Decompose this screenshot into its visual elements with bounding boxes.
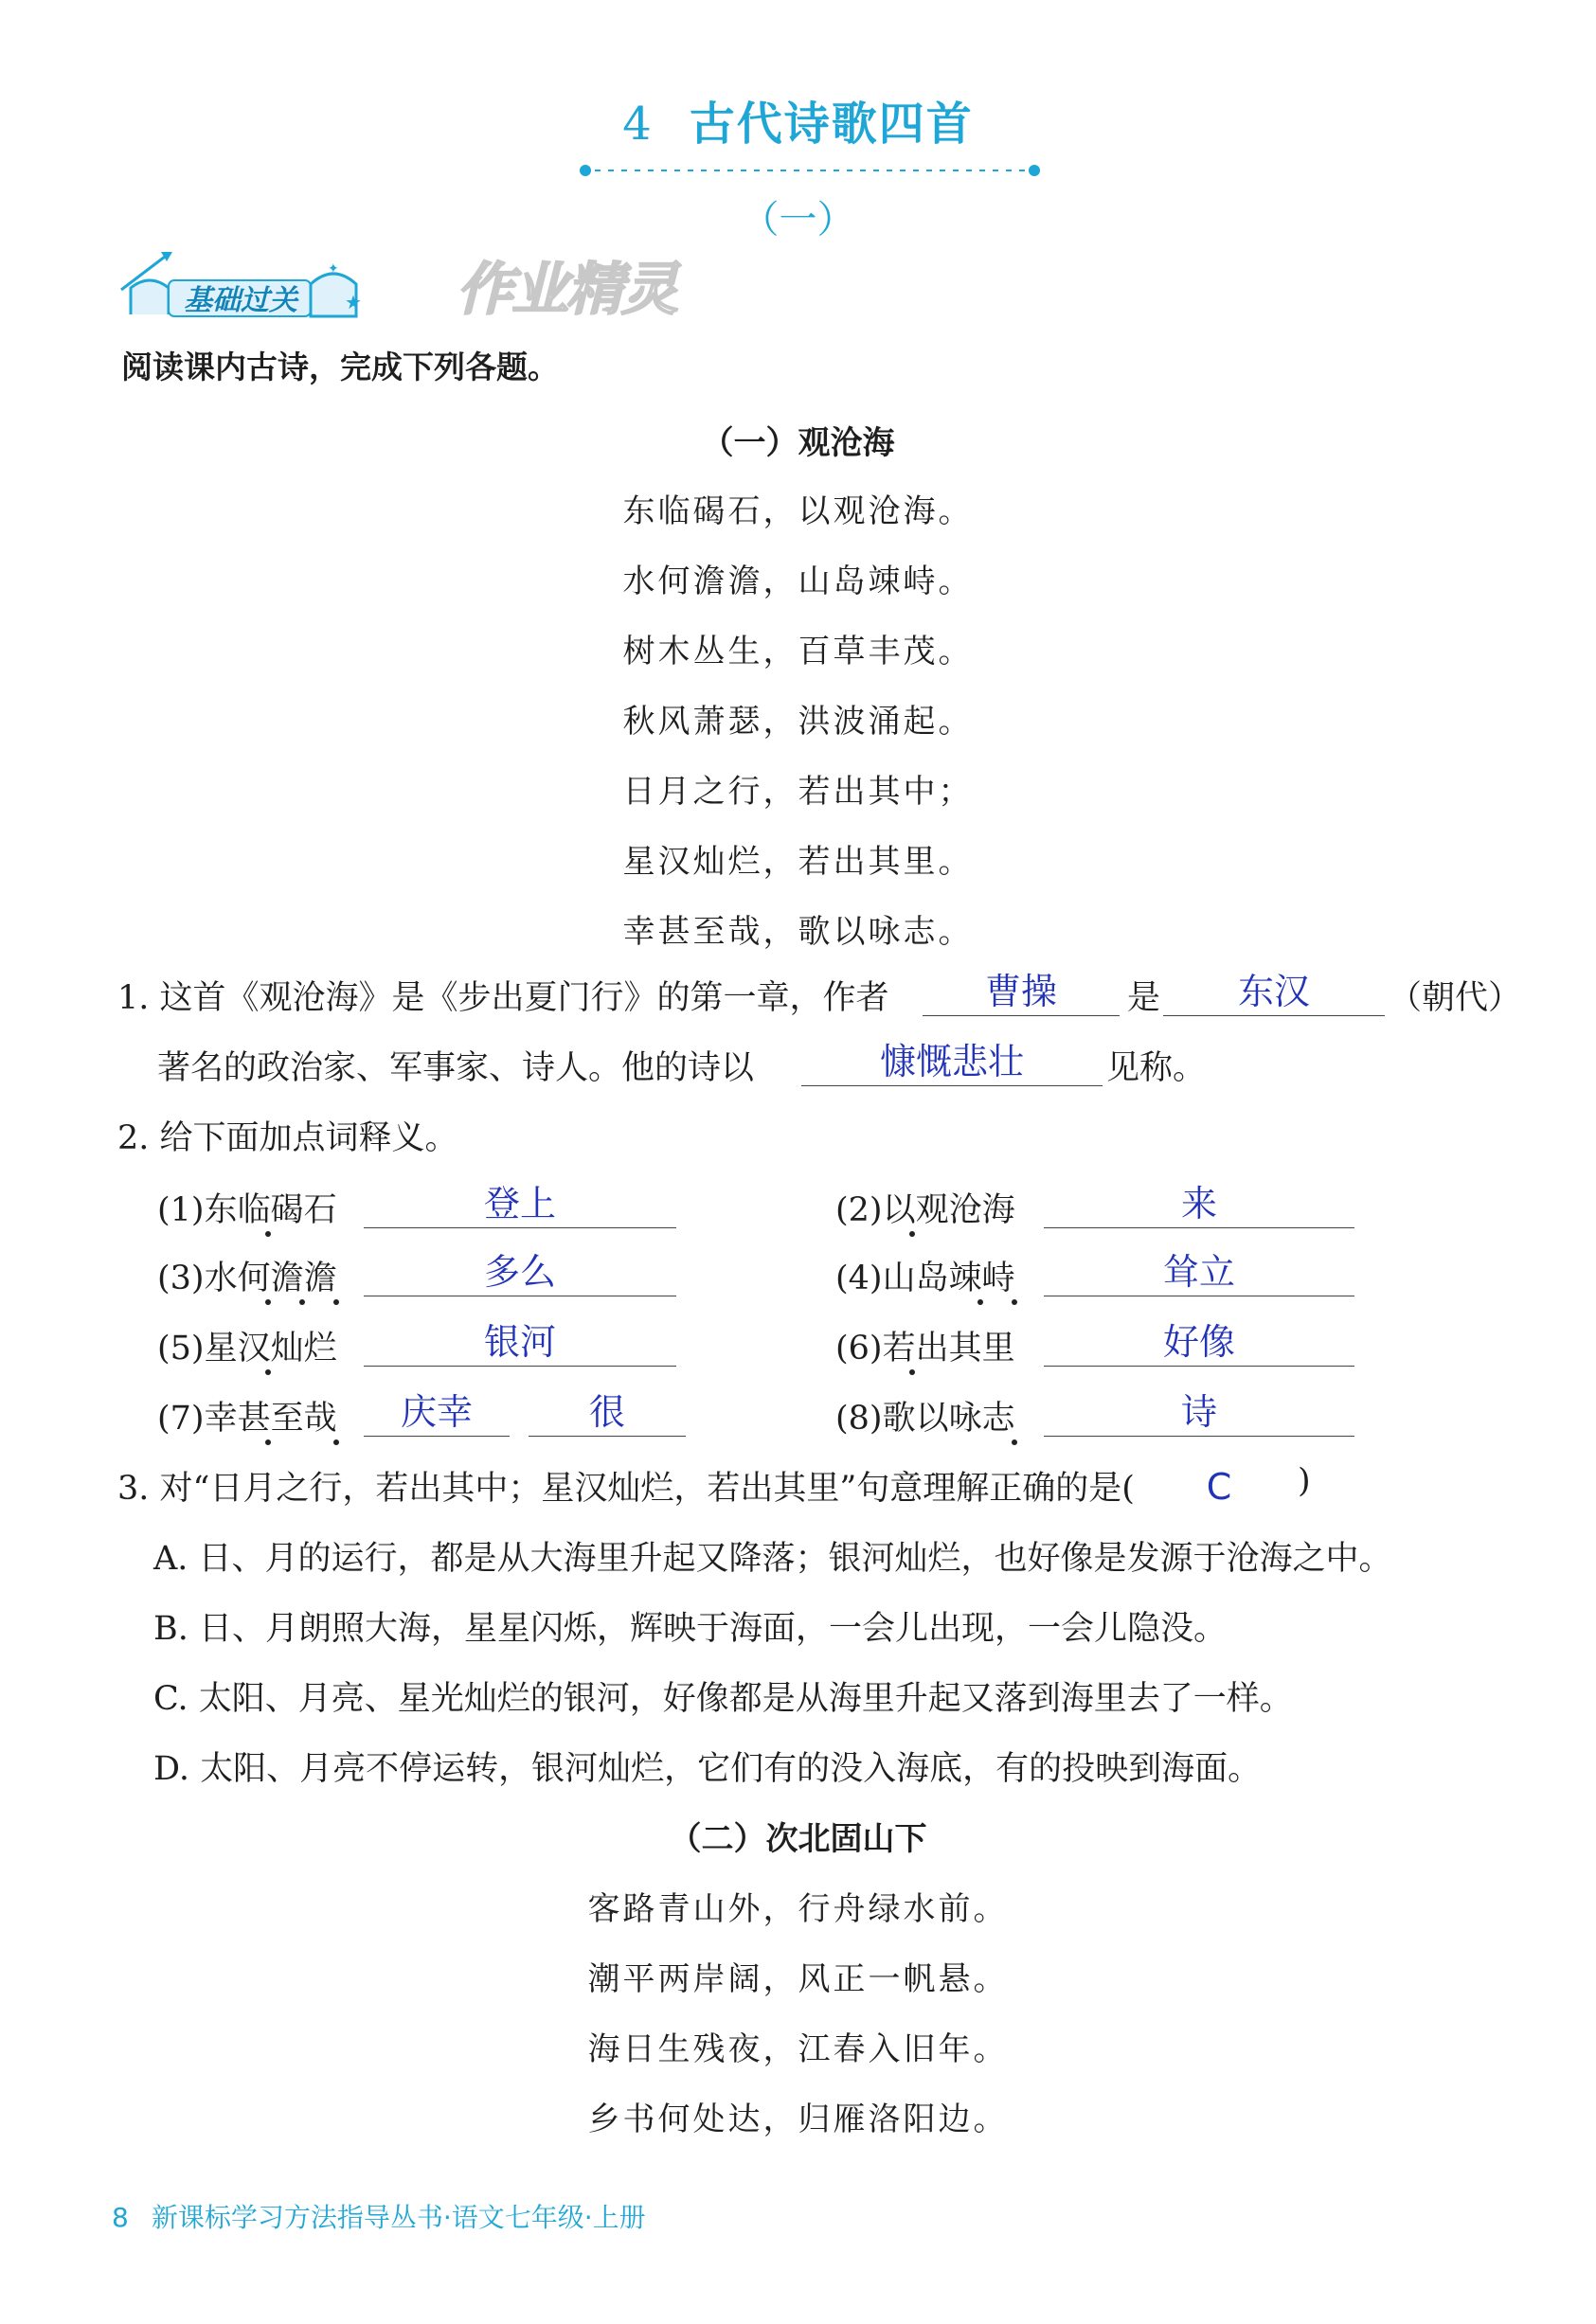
emphasis-dot xyxy=(265,1231,271,1237)
watermark xyxy=(457,244,695,326)
q2-item-answer: 好像 xyxy=(1162,1321,1235,1363)
poem1-line: 东临碣石，以观沧海。 xyxy=(622,492,974,530)
section-badge xyxy=(112,244,377,320)
poem1-title: （一）观沧海 xyxy=(701,424,895,462)
q2-item-label: (6)若出其里 xyxy=(835,1330,1015,1368)
poem1-line: 水何澹澹，山岛竦峙。 xyxy=(622,563,974,600)
q1-dynasty-answer: 东汉 xyxy=(1237,971,1310,1012)
title-dotted-rule xyxy=(580,161,1040,180)
q2-item-blank xyxy=(364,1227,676,1228)
page-number: 8 xyxy=(112,2202,129,2233)
poem2-line: 潮平两岸阔，风正一帆悬。 xyxy=(587,1960,1009,1998)
q2-item-answer: 来 xyxy=(1180,1183,1217,1225)
q2-item-label: (1)东临碣石 xyxy=(157,1191,337,1229)
poem1-line: 幸甚至哉，歌以咏志。 xyxy=(622,913,974,951)
svg-text:✦: ✦ xyxy=(328,261,339,277)
q2-item-blank xyxy=(1044,1366,1354,1367)
q3-option-c: C. 太阳、月亮、星光灿烂的银河，好像都是从海里升起又落到海里去了一样。 xyxy=(153,1680,1293,1718)
poem1-line: 星汉灿烂，若出其里。 xyxy=(622,843,974,881)
q1-dynasty-blank xyxy=(1163,1015,1385,1016)
q2-item-answer-2: 很 xyxy=(588,1391,625,1433)
badge-text: 基础过关 xyxy=(184,284,297,317)
q1-text-part2: 是 xyxy=(1127,979,1161,1017)
q2-item-answer: 诗 xyxy=(1180,1391,1217,1433)
q2-item-answer: 登上 xyxy=(483,1183,556,1225)
q2-item-answer: 多么 xyxy=(483,1251,556,1293)
q1-style-blank xyxy=(801,1085,1103,1086)
page-footer xyxy=(112,2197,646,2235)
instruction: 阅读课内古诗，完成下列各题。 xyxy=(121,349,559,385)
poem1-line: 树木丛生，百草丰茂。 xyxy=(622,633,974,670)
q1-style-answer: 慷慨悲壮 xyxy=(879,1041,1024,1082)
q2-item-answer: 庆幸 xyxy=(400,1391,473,1433)
chapter-title-text: 古代诗歌四首 xyxy=(689,98,974,151)
q2-item-blank xyxy=(364,1436,510,1437)
q2-item-label: (2)以观沧海 xyxy=(835,1191,1015,1229)
poem2-line: 客路青山外，行舟绿水前。 xyxy=(587,1890,1009,1928)
emphasis-dot xyxy=(265,1369,271,1375)
poem2-line: 乡书何处达，归雁洛阳边。 xyxy=(587,2101,1009,2138)
chapter-number: 4 xyxy=(622,98,654,151)
q3-stem-end: ) xyxy=(1298,1462,1311,1500)
q2-item-answer: 耸立 xyxy=(1162,1251,1235,1293)
emphasis-dot xyxy=(299,1299,305,1305)
chapter-title xyxy=(0,87,1596,152)
q2-stem: 2. 给下面加点词释义。 xyxy=(117,1119,458,1157)
series-title: 新课标学习方法指导丛书·语文七年级·上册 xyxy=(151,2202,646,2233)
emphasis-dot xyxy=(333,1439,339,1445)
q1-line2-part1: 著名的政治家、军事家、诗人。他的诗以 xyxy=(157,1049,755,1087)
q2-item-blank-2 xyxy=(529,1436,686,1437)
q3-stem-start: 3. 对“日月之行，若出其中；星汉灿烂，若出其里”句意理解正确的是( xyxy=(117,1470,1135,1508)
emphasis-dot xyxy=(909,1231,915,1237)
emphasis-dot xyxy=(977,1299,983,1305)
q2-item-label: (5)星汉灿烂 xyxy=(157,1330,337,1368)
section-label: （一） xyxy=(741,198,855,241)
q1-line2-part2: 见称。 xyxy=(1106,1049,1207,1087)
poem2-title: （二）次北固山下 xyxy=(669,1820,927,1858)
q3-option-d: D. 太阳、月亮不停运转，银河灿烂，它们有的没入海底，有的投映到海面。 xyxy=(153,1750,1262,1788)
emphasis-dot xyxy=(333,1299,339,1305)
emphasis-dot xyxy=(265,1299,271,1305)
q1-author-blank xyxy=(923,1015,1120,1016)
q1-text-part3: （朝代） xyxy=(1389,979,1522,1017)
q2-item-blank xyxy=(1044,1227,1354,1228)
q2-item-blank xyxy=(364,1366,676,1367)
emphasis-dot xyxy=(1012,1299,1017,1305)
q2-item-label: (4)山岛竦峙 xyxy=(835,1260,1015,1297)
q1-author-answer: 曹操 xyxy=(984,971,1057,1012)
q2-item-blank xyxy=(1044,1436,1354,1437)
q2-item-label: (7)幸甚至哉 xyxy=(157,1400,337,1438)
q2-item-label: (3)水何澹澹 xyxy=(157,1260,337,1297)
watermark-text: 作业精灵 xyxy=(457,257,676,323)
q3-answer: C xyxy=(1206,1466,1232,1508)
q2-item-label: (8)歌以咏志 xyxy=(835,1400,1015,1438)
emphasis-dot xyxy=(909,1369,915,1375)
svg-text:★: ★ xyxy=(345,291,362,313)
emphasis-dot xyxy=(1012,1439,1017,1445)
poem1-line: 秋风萧瑟，洪波涌起。 xyxy=(622,703,974,741)
q3-option-a: A. 日、月的运行，都是从大海里升起又降落；银河灿烂，也好像是发源于沧海之中。 xyxy=(153,1540,1392,1578)
q2-item-answer: 银河 xyxy=(483,1321,556,1363)
emphasis-dot xyxy=(265,1439,271,1445)
poem2-line: 海日生残夜，江春入旧年。 xyxy=(587,2030,1009,2068)
poem1-line: 日月之行，若出其中； xyxy=(622,773,974,811)
q3-option-b: B. 日、月朗照大海，星星闪烁，辉映于海面，一会儿出现，一会儿隐没。 xyxy=(153,1610,1227,1648)
q1-text-part1: 1. 这首《观沧海》是《步出夏门行》的第一章，作者 xyxy=(117,979,889,1017)
